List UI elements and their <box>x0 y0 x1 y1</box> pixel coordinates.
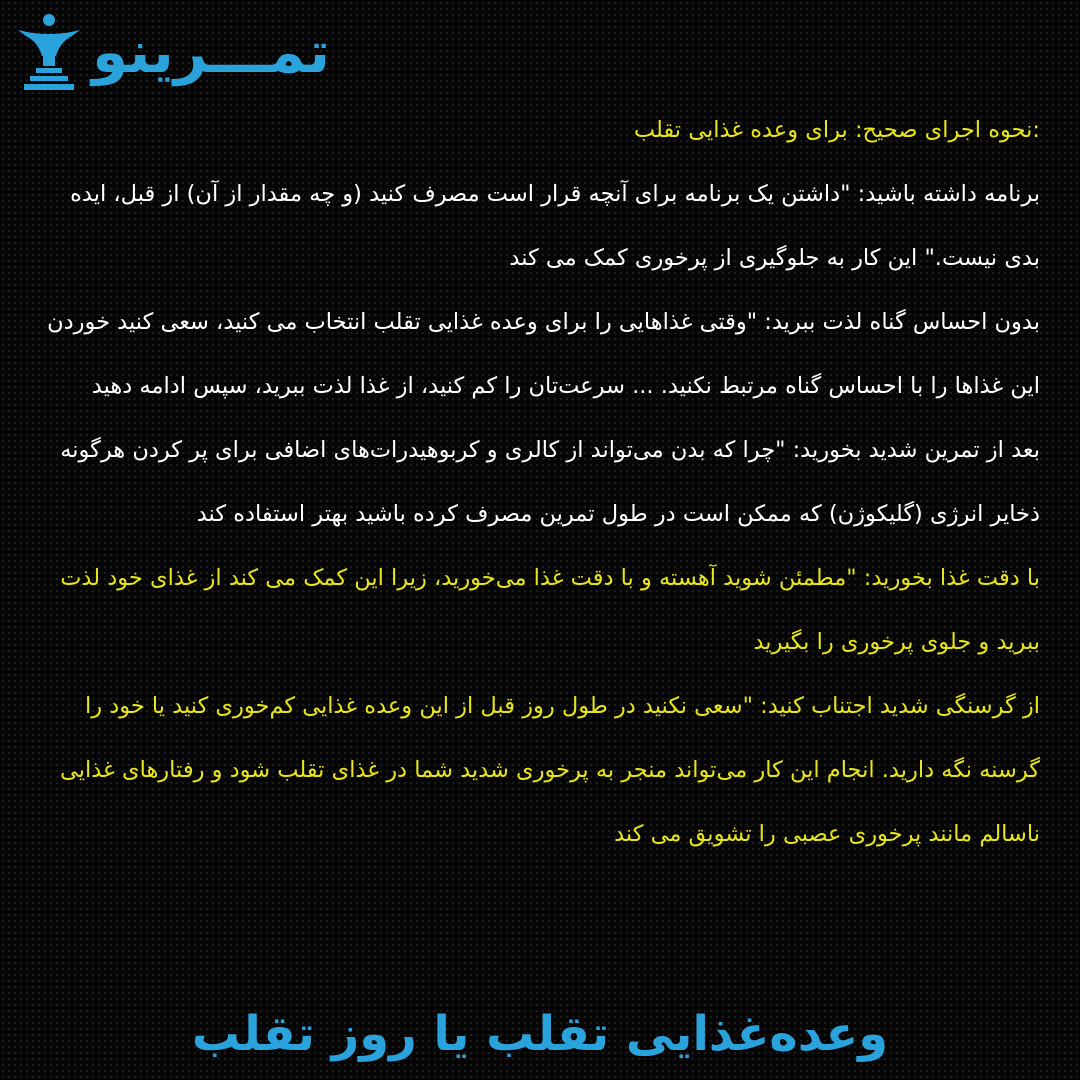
paragraph-mindful-eating: با دقت غذا بخورید: "مطمئن شوید آهسته و با دقت غذا می‌خورید، زیرا این کمک می کند از غذای خود لذت ببرید و جلوی پرخوری را بگیرید <box>60 565 1040 655</box>
paragraph-after-workout: بعد از تمرین شدید بخورید: "چرا که بدن می‌تواند از کالری و کربوهیدرات‌های اضافی برای پر کردن هرگونه ذخایر انرژی (گلیکوژن) که ممکن است در طول تمرین مصرف کرده باشید بهتر استفاده کند <box>60 437 1040 527</box>
trophy-icon <box>12 12 86 92</box>
article-heading: :نحوه اجرای صحیح: برای وعده غذایی تقلب <box>633 117 1040 143</box>
paragraph-avoid-hunger: از گرسنگی شدید اجتناب کنید: "سعی نکنید در طول روز قبل از این وعده غذایی کم‌خوری کنید یا خود را گرسنه نگه دارید. انجام این کار می‌تواند منجر به پرخوری شدید شما در غذای تقلب شود و رفتارهای غذایی ناسالم مانند پرخوری عصبی را تشویق می کند <box>59 693 1040 847</box>
paragraph-no-guilt: بدون احساس گناه لذت ببرید: "وقتی غذاهایی را برای وعده غذایی تقلب انتخاب می کنید، سعی کنید خوردن این غذاها را با احساس گناه مرتبط نکنید. ... سرعت‌تان را کم کنید، از غذا لذت ببرید، سپس ادامه دهید <box>47 309 1040 399</box>
brand-name: تمـــرينو <box>92 18 331 86</box>
brand-logo <box>12 8 442 96</box>
paragraph-plan: برنامه داشته باشید: "داشتن یک برنامه برای آنچه قرار است مصرف کنید (و چه مقدار از آن) از قبل، ایده بدی نیست." این کار به جلوگیری از پرخوری کمک می کند <box>70 181 1040 271</box>
article-body <box>40 98 1040 866</box>
footer-title: وعده‌غذایی تقلب یا روز تقلب <box>191 1006 889 1062</box>
